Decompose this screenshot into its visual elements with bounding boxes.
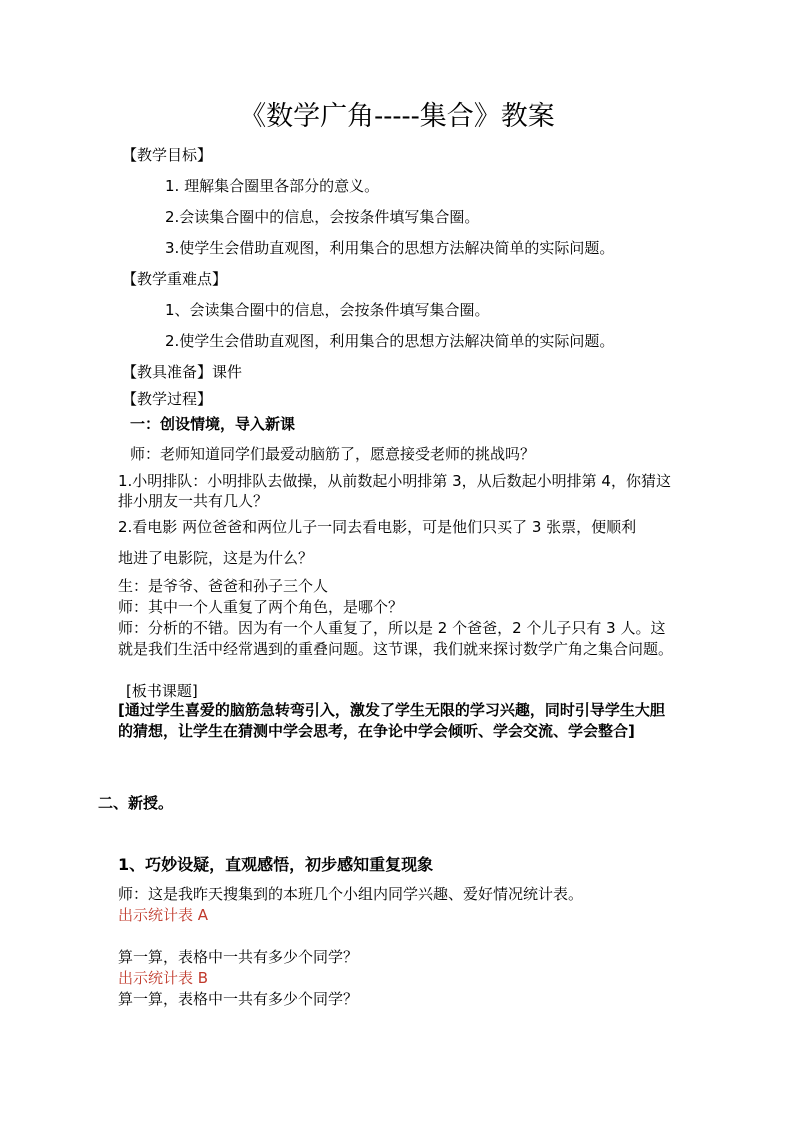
question-two-line-2: 地进了电影院，这是为什么？ <box>118 549 314 567</box>
question-two-line-1: 2.看电影 两位爸爸和两位儿子一同去看电影，可是他们只买了 3 张票，便顺利 <box>118 518 637 536</box>
teacher-intro: 师：老师知道同学们最爱动脑筋了，愿意接受老师的挑战吗？ <box>130 445 536 463</box>
teacher-question: 师：其中一个人重复了两个角色，是哪个？ <box>118 598 404 616</box>
show-table-a: 出示统计表 A <box>118 906 209 924</box>
teacher-analysis: 师：分析的不错。因为有一个人重复了，所以是 2 个爸爸，2 个儿子只有 3 人。这就是我们生活中经常遇到的重叠问题。这节课，我们就来探讨数学广角之集合问题。 <box>118 619 674 658</box>
goal-heading: 【教学目标】 <box>122 146 213 164</box>
goal-item: 3.使学生会借助直观图，利用集合的思想方法解决简单的实际问题。 <box>165 239 615 257</box>
calc-question-a: 算一算，表格中一共有多少个同学？ <box>118 948 359 966</box>
show-table-b: 出示统计表 B <box>118 969 209 987</box>
subsection-one-heading: 1、巧妙设疑，直观感悟，初步感知重复现象 <box>118 855 434 874</box>
tools-line: 【教具准备】课件 <box>122 363 243 381</box>
document-title: 《数学广角-----集合》教案 <box>239 101 555 132</box>
question-one: 1.小明排队：小明排队去做操，从前数起小明排第 3，从后数起小明排第 4，你猜这排小朋友一共有几人？ <box>118 472 671 510</box>
teacher-stats-intro: 师：这是我昨天搜集到的本班几个小组内同学兴趣、爱好情况统计表。 <box>118 885 584 903</box>
calc-question-b: 算一算，表格中一共有多少个同学？ <box>118 990 359 1008</box>
goal-item: 2.会读集合圈中的信息，会按条件填写集合圈。 <box>165 208 480 226</box>
teaching-note: [通过学生喜爱的脑筋急转弯引入，激发了学生无限的学习兴趣，同时引导学生大胆的猜想，让学生在猜测中学会思考，在争论中学会倾听、学会交流、学会整合] <box>118 701 665 740</box>
key-item: 1、会读集合圈中的信息，会按条件填写集合圈。 <box>165 301 490 319</box>
section-two-heading: 二、新授。 <box>98 794 174 812</box>
process-heading: 【教学过程】 <box>122 390 213 408</box>
section-one-heading: 一：创设情境，导入新课 <box>130 415 296 433</box>
key-heading: 【教学重难点】 <box>122 270 228 288</box>
goal-item: 1. 理解集合圈里各部分的意义。 <box>165 177 380 195</box>
board-title-note: [板书课题] <box>126 682 198 700</box>
student-answer: 生：是爷爷、爸爸和孙子三个人 <box>118 577 329 595</box>
key-item: 2.使学生会借助直观图，利用集合的思想方法解决简单的实际问题。 <box>165 332 615 350</box>
